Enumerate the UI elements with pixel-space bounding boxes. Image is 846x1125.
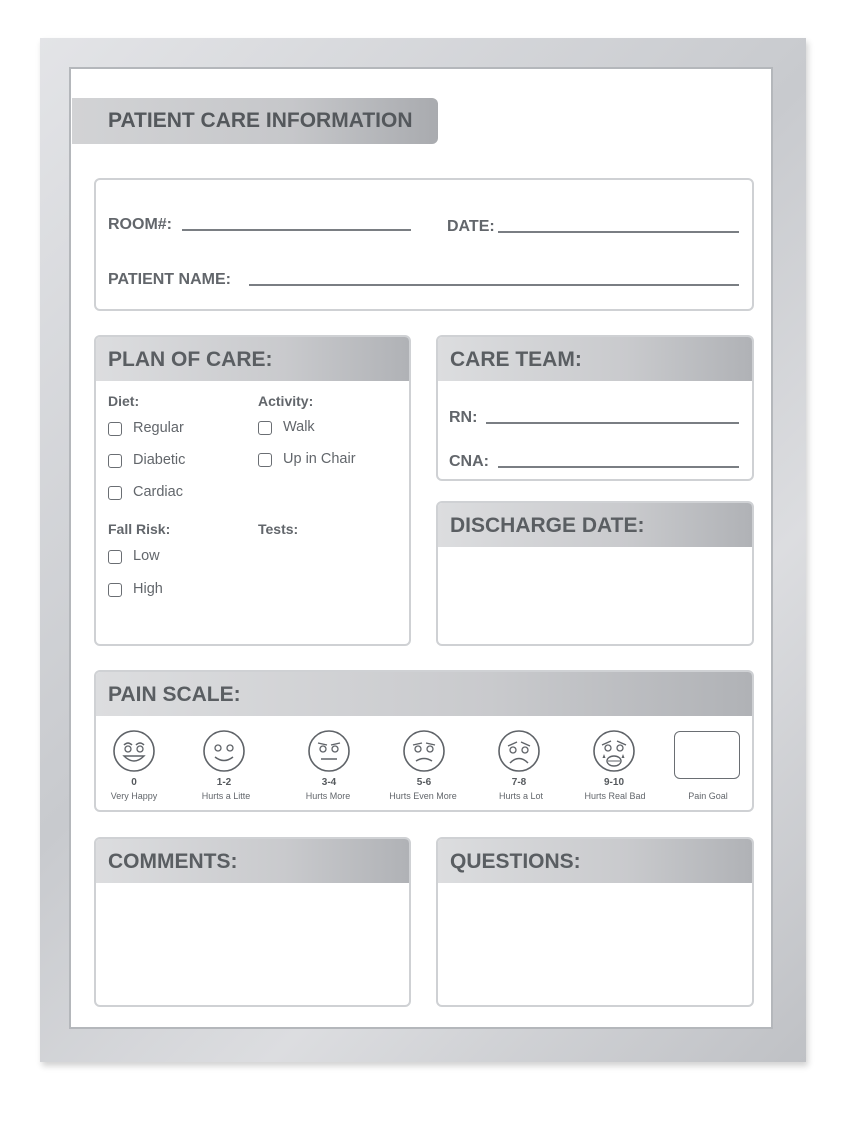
cna-field[interactable] <box>498 466 739 468</box>
date-field[interactable] <box>498 231 739 233</box>
activity-walk-label: Walk <box>283 419 315 435</box>
sad-face-icon[interactable] <box>497 729 541 773</box>
diet-label: Diet: <box>108 393 140 409</box>
pain-score-7-8: 7-8 <box>511 777 527 788</box>
frown-face-icon[interactable] <box>402 729 446 773</box>
diet-regular-checkbox[interactable] <box>108 422 122 436</box>
slightly-happy-face-icon[interactable] <box>202 729 246 773</box>
cna-label: CNA: <box>449 453 489 470</box>
activity-label: Activity: <box>258 393 314 409</box>
care-team-header: CARE TEAM: <box>438 337 752 381</box>
pain-desc-0: Very Happy <box>110 791 158 801</box>
questions-header: QUESTIONS: <box>438 839 752 883</box>
discharge-date-panel[interactable] <box>436 501 754 646</box>
very-happy-face-icon[interactable] <box>112 729 156 773</box>
pain-desc-3-4: Hurts More <box>305 791 351 801</box>
diet-regular-label: Regular <box>133 420 184 436</box>
activity-up-in-chair-label: Up in Chair <box>283 451 356 467</box>
rn-label: RN: <box>449 409 478 426</box>
room-field[interactable] <box>182 229 411 231</box>
page-title: PATIENT CARE INFORMATION <box>72 98 438 144</box>
questions-panel[interactable] <box>436 837 754 1007</box>
patient-name-label: PATIENT NAME: <box>108 271 231 288</box>
neutral-face-icon[interactable] <box>307 729 351 773</box>
pain-goal-box[interactable] <box>674 731 740 779</box>
diet-diabetic-checkbox[interactable] <box>108 454 122 468</box>
pain-score-0: 0 <box>131 777 137 788</box>
pain-score-5-6: 5-6 <box>416 777 432 788</box>
fall-risk-high-checkbox[interactable] <box>108 583 122 597</box>
pain-desc-7-8: Hurts a Lot <box>498 791 544 801</box>
fall-risk-low-label: Low <box>133 548 160 564</box>
discharge-date-header: DISCHARGE DATE: <box>438 503 752 547</box>
pain-desc-9-10: Hurts Real Bad <box>584 791 646 801</box>
plan-of-care-header: PLAN OF CARE: <box>96 337 409 381</box>
pain-desc-5-6: Hurts Even More <box>389 791 457 801</box>
pain-scale-header: PAIN SCALE: <box>96 672 752 716</box>
activity-walk-checkbox[interactable] <box>258 421 272 435</box>
diet-cardiac-checkbox[interactable] <box>108 486 122 500</box>
fall-risk-high-label: High <box>133 581 163 597</box>
rn-field[interactable] <box>486 422 739 424</box>
comments-header: COMMENTS: <box>96 839 409 883</box>
comments-panel[interactable] <box>94 837 411 1007</box>
fall-risk-low-checkbox[interactable] <box>108 550 122 564</box>
header-fields-panel <box>94 178 754 311</box>
crying-face-icon[interactable] <box>592 729 636 773</box>
patient-name-field[interactable] <box>249 284 739 286</box>
activity-up-in-chair-checkbox[interactable] <box>258 453 272 467</box>
pain-score-9-10: 9-10 <box>603 777 624 788</box>
date-label: DATE: <box>447 218 495 235</box>
diet-cardiac-label: Cardiac <box>133 484 183 500</box>
fall-risk-label: Fall Risk: <box>108 521 171 537</box>
pain-desc-1-2: Hurts a Litte <box>201 791 251 801</box>
diet-diabetic-label: Diabetic <box>133 452 186 468</box>
pain-score-3-4: 3-4 <box>321 777 337 788</box>
pain-goal-label: Pain Goal <box>688 791 728 801</box>
pain-score-1-2: 1-2 <box>216 777 232 788</box>
tests-label: Tests: <box>258 521 299 537</box>
room-label: ROOM#: <box>108 216 172 233</box>
